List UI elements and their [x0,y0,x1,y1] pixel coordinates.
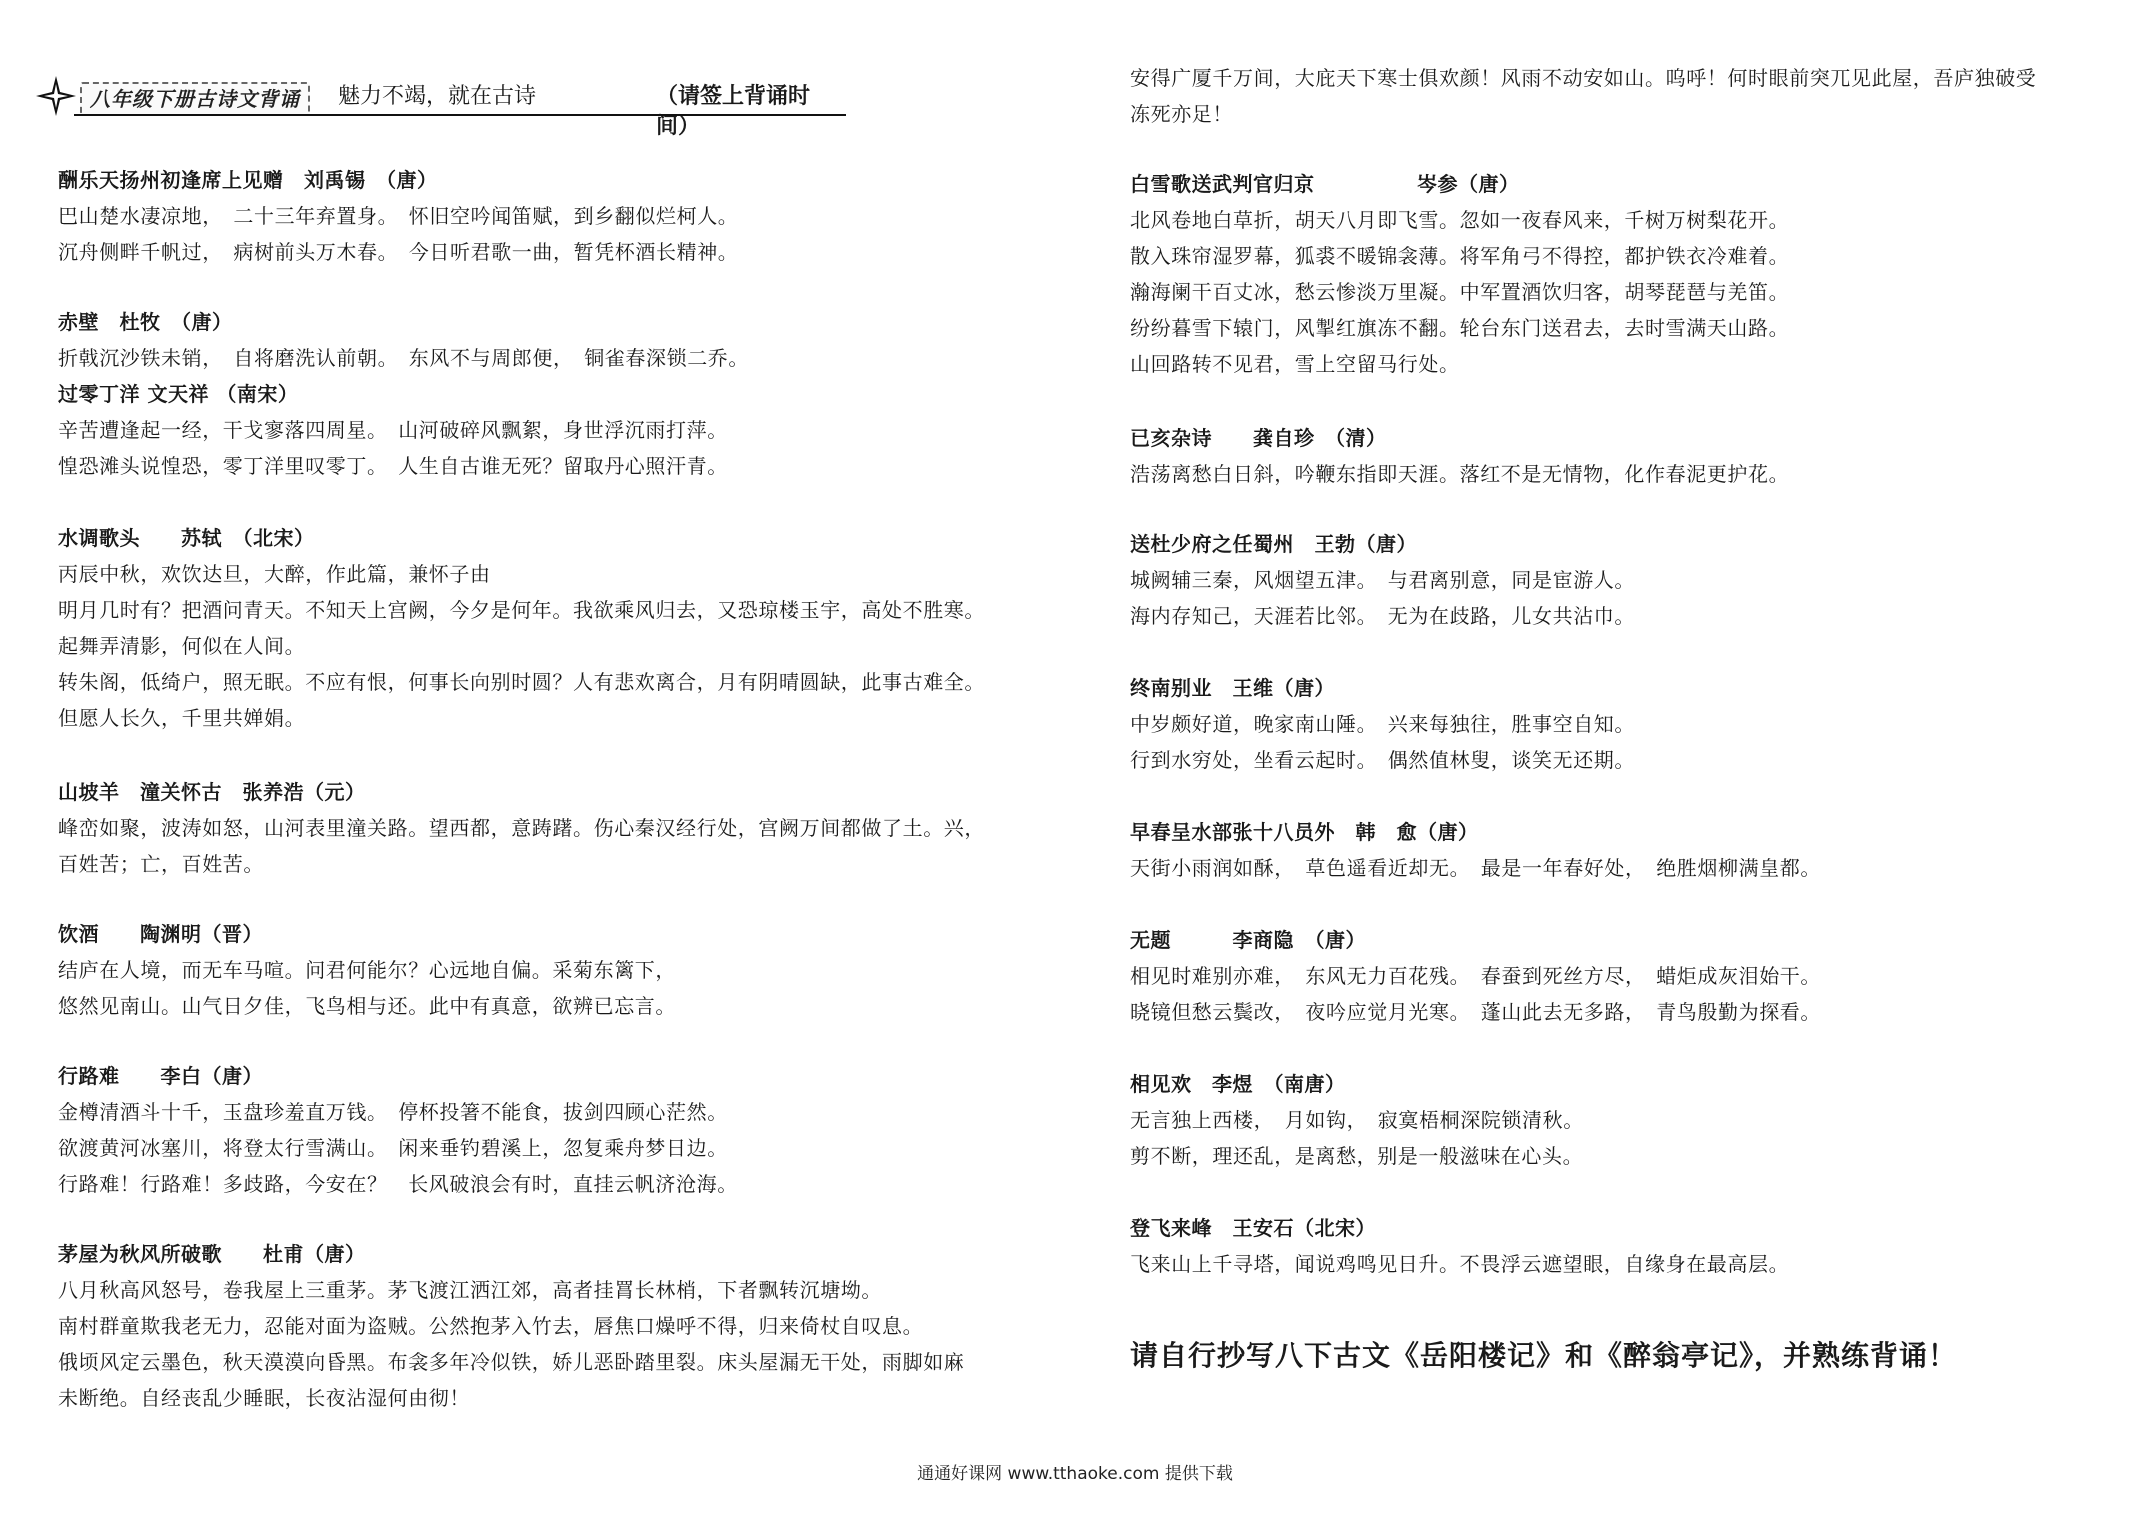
poem-title: 茅屋为秋风所破歌 杜甫（唐） [58,1242,366,1266]
poem-block [58,1058,1048,1202]
poem-line: 惶恐滩头说惶恐，零丁洋里叹零丁。 人生自古谁无死？留取丹心照汗青。 [58,454,728,478]
poem-line: 丙辰中秋，欢饮达旦，大醉，作此篇，兼怀子由 [58,562,491,586]
homework-note: 请自行抄写八下古文《岳阳楼记》和《醉翁亭记》，并熟练背诵！ [1130,1339,1958,1372]
poem-line: 八月秋高风怒号，卷我屋上三重茅。茅飞渡江洒江郊，高者挂罥长林梢，下者飘转沉塘坳。 [58,1278,882,1302]
poem-title: 过零丁洋 文天祥 （南宋） [58,382,299,406]
poem-line: 明月几时有？把酒问青天。不知天上宫阙，今夕是何年。我欲乘风归去，又恐琼楼玉宇，高处不胜寒。 [58,598,985,622]
poem-line: 天街小雨润如酥， 草色遥看近却无。 最是一年春好处， 绝胜烟柳满皇都。 [1130,856,1821,880]
poem-line: 浩荡离愁白日斜，吟鞭东指即天涯。落红不是无情物，化作春泥更护花。 [1130,462,1790,486]
poem-block [1130,1066,2120,1174]
poem-block [1130,420,2120,492]
poem-line: 悠然见南山。山气日夕佳，飞鸟相与还。此中有真意，欲辨已忘言。 [58,994,676,1018]
worksheet-header [36,62,826,139]
header-motto: 魅力不竭，就在古诗 [338,84,537,109]
poem-title: 早春呈水部张十八员外 韩 愈（唐） [1130,820,1479,844]
poem-line: 转朱阁，低绮户，照无眠。不应有恨，何事长向别时圆？人有悲欢离合，月有阴晴圆缺，此事古难全。 [58,670,985,694]
poem-block [1130,526,2120,634]
poem-title: 山坡羊 潼关怀古 张养浩（元） [58,780,366,804]
poem-line: 北风卷地白草折，胡天八月即飞雪。忽如一夜春风来，千树万树梨花开。 [1130,208,1790,232]
poem-line: 瀚海阑干百丈冰，愁云惨淡万里凝。中军置酒饮归客，胡琴琵琶与羌笛。 [1130,280,1790,304]
poem-block [58,520,1048,736]
poem-block [58,376,1048,484]
poem-line: 行路难！行路难！多歧路，今安在？ 长风破浪会有时，直挂云帆济沧海。 [58,1172,738,1196]
poem-line: 冻死亦足！ [1130,102,1233,126]
poem-line: 南村群童欺我老无力，忍能对面为盗贼。公然抱茅入竹去，唇焦口燥呼不得，归来倚杖自叹息。 [58,1314,924,1338]
poem-line: 相见时难别亦难， 东风无力百花残。 春蚕到死丝方尽， 蜡炬成灰泪始干。 [1130,964,1821,988]
poem-block [58,162,1048,270]
poem-title: 白雪歌送武判官归京 岑参（唐） [1130,172,1520,196]
poem-block [58,774,1048,882]
poem-continuation [1130,60,2120,132]
poem-line: 散入珠帘湿罗幕，狐裘不暖锦衾薄。将军角弓不得控，都护铁衣冷难着。 [1130,244,1790,268]
poem-line: 折戟沉沙铁未销， 自将磨洗认前朝。 东风不与周郎便， 铜雀春深锁二乔。 [58,346,749,370]
header-underline [74,114,846,116]
poem-line: 起舞弄清影，何似在人间。 [58,634,306,658]
poem-line: 辛苦遭逢起一经，干戈寥落四周星。 山河破碎风飘絮，身世浮沉雨打萍。 [58,418,728,442]
poem-block [58,916,1048,1024]
poem-title: 行路难 李白（唐） [58,1064,263,1088]
poem-line: 百姓苦；亡，百姓苦。 [58,852,264,876]
poem-block [58,1236,1048,1416]
poem-line: 城阙辅三秦，风烟望五津。 与君离别意，同是宦游人。 [1130,568,1635,592]
poem-title: 饮酒 陶渊明（晋） [58,922,263,946]
poem-line: 山回路转不见君，雪上空留马行处。 [1130,352,1460,376]
poem-block [1130,922,2120,1030]
poem-title: 相见欢 李煜 （南唐） [1130,1072,1346,1096]
poem-line: 飞来山上千寻塔，闻说鸡鸣见日升。不畏浮云遮望眼，自缘身在最高层。 [1130,1252,1790,1276]
poem-line: 欲渡黄河冰塞川，将登太行雪满山。 闲来垂钓碧溪上，忽复乘舟梦日边。 [58,1136,728,1160]
poem-block [58,304,1048,376]
poem-block [1130,670,2120,778]
poem-title: 送杜少府之任蜀州 王勃（唐） [1130,532,1417,556]
poem-line: 行到水穷处，坐看云起时。 偶然值林叟，谈笑无还期。 [1130,748,1635,772]
poem-line: 纷纷暮雪下辕门，风掣红旗冻不翻。轮台东门送君去，去时雪满天山路。 [1130,316,1790,340]
poem-line: 沉舟侧畔千帆过， 病树前头万木春。 今日听君歌一曲，暂凭杯酒长精神。 [58,240,739,264]
poem-line: 晓镜但愁云鬓改， 夜吟应觉月光寒。 蓬山此去无多路， 青鸟殷勤为探看。 [1130,1000,1821,1024]
footer-credit: 通通好课网 www.tthaoke.com 提供下载 [917,1464,1233,1484]
poem-line: 巴山楚水凄凉地， 二十三年弃置身。 怀旧空吟闻笛赋，到乡翻似烂柯人。 [58,204,739,228]
poem-line: 金樽清酒斗十千，玉盘珍羞直万钱。 停杯投箸不能食，拔剑四顾心茫然。 [58,1100,728,1124]
four-point-star-icon [36,76,76,116]
poem-title: 登飞来峰 王安石（北宋） [1130,1216,1376,1240]
poem-title: 无题 李商隐 （唐） [1130,928,1366,952]
poem-line: 未断绝。自经丧乱少睡眠，长夜沾湿何由彻！ [58,1386,470,1410]
poem-line: 结庐在人境，而无车马喧。问君何能尔？心远地自偏。采菊东篱下， [58,958,676,982]
poem-line: 但愿人长久，千里共婵娟。 [58,706,306,730]
poem-block [1130,814,2120,886]
poem-title: 终南别业 王维（唐） [1130,676,1335,700]
poem-line: 海内存知己，天涯若比邻。 无为在歧路，儿女共沾巾。 [1130,604,1635,628]
poem-title: 酬乐天扬州初逢席上见赠 刘禹锡 （唐） [58,168,438,192]
poem-line: 无言独上西楼， 月如钩， 寂寞梧桐深院锁清秋。 [1130,1108,1584,1132]
poem-line: 俄顷风定云墨色，秋天漠漠向昏黑。布衾多年冷似铁，娇儿恶卧踏里裂。床头屋漏无干处，雨脚如麻 [58,1350,965,1374]
poem-title: 赤壁 杜牧 （唐） [58,310,233,334]
grade-badge: 八年级下册古诗文背诵 [80,82,310,116]
poem-title: 水调歌头 苏轼 （北宋） [58,526,315,550]
poem-line: 峰峦如聚，波涛如怒，山河表里潼关路。望西都，意踌躇。伤心秦汉经行处，宫阙万间都做了土。兴， [58,816,985,840]
poem-line: 安得广厦千万间，大庇天下寒士俱欢颜！风雨不动安如山。呜呼！何时眼前突兀见此屋，吾庐独破受 [1130,66,2037,90]
poem-line: 中岁颇好道，晚家南山陲。 兴来每独往，胜事空自知。 [1130,712,1635,736]
poem-block [1130,166,2120,382]
poem-title: 已亥杂诗 龚自珍 （清） [1130,426,1387,450]
poem-block [1130,1210,2120,1282]
poem-line: 剪不断，理还乱，是离愁，别是一般滋味在心头。 [1130,1144,1584,1168]
sign-time-note: （请签上背诵时间） [656,84,811,139]
